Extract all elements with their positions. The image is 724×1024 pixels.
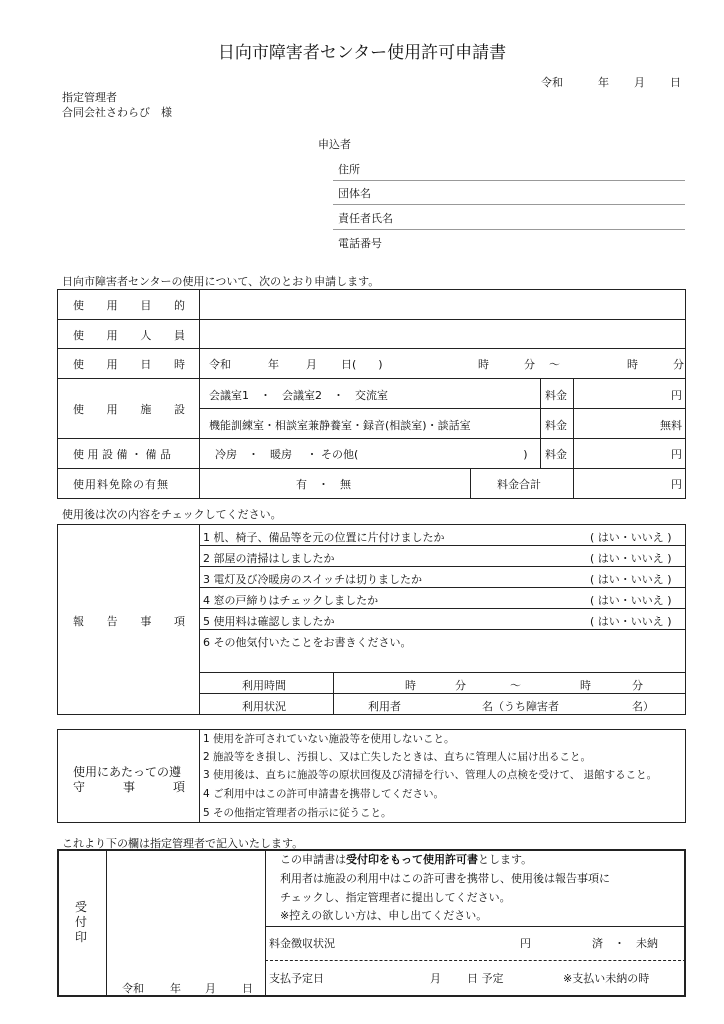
facility-row2[interactable]: 機能訓練室・相談室兼静養室・録音(相談室)・談話室 xyxy=(209,419,471,432)
rule-item: 5 その他指定管理者の指示に従うこと。 xyxy=(203,807,392,819)
dt-tilde: ～ xyxy=(549,358,560,371)
rule-item: 1 使用を許可されていない施設等を使用しないこと。 xyxy=(203,733,455,745)
label-facility: 使 用 施 設 xyxy=(73,403,185,416)
notice-line1: この申請書は受付印をもって使用許可書とします。 xyxy=(280,853,533,866)
answer-choice[interactable]: ( はい・いいえ ) xyxy=(590,552,672,565)
time-min: 分 xyxy=(632,679,643,692)
report-item: 4 窓の戸締りはチェックしましたか xyxy=(203,594,379,607)
dt-hour1: 時 xyxy=(478,358,489,371)
answer-choice[interactable]: ( はい・いいえ ) xyxy=(590,615,672,628)
dt-year: 年 xyxy=(268,358,279,371)
fee-value: 円 xyxy=(671,448,682,461)
rule-item: 4 ご利用中はこの許可申請書を携帯してください。 xyxy=(203,788,445,800)
answer-choice[interactable]: ( はい・いいえ ) xyxy=(590,594,672,607)
intro-text: 日向市障害者センターの使用について、次のとおり申請します。 xyxy=(62,275,380,288)
applicant-heading: 申込者 xyxy=(318,138,351,151)
time-hour: 時 xyxy=(405,679,416,692)
status-disabled: 名（うち障害者 xyxy=(482,700,559,713)
date-era: 令和 xyxy=(541,76,563,89)
fee-label: 料金 xyxy=(545,389,567,402)
total-value: 円 xyxy=(671,478,682,491)
label-people: 使 用 人 員 xyxy=(73,329,185,342)
fee-status-yen: 円 xyxy=(520,937,531,950)
label-purpose: 使 用 目 的 xyxy=(73,299,185,312)
time-tilde: ～ xyxy=(510,679,521,692)
pay-date-day: 日 予定 xyxy=(467,972,504,985)
rules-label: 使用にあたっての遵 xyxy=(73,765,182,779)
fee-status-paid[interactable]: 済 ・ 未納 xyxy=(592,937,658,950)
report-item: 3 電灯及び冷暖房のスイッチは切りましたか xyxy=(203,573,423,586)
notice-line3: チェックし、指定管理者に提出してください。 xyxy=(280,891,511,904)
rules-label2: 守 事 項 xyxy=(73,780,185,794)
rule-item: 2 施設等をき損し、汚損し、又は亡失したときは、直ちに管理人に届け出ること。 xyxy=(203,751,592,763)
field-phone[interactable]: 電話番号 xyxy=(338,237,382,250)
stamp-label: 受 付 印 xyxy=(75,900,88,944)
report-item6[interactable]: 6 その他気付いたことをお書きください。 xyxy=(203,636,412,649)
equipment-value[interactable]: 冷房 ・ 暖房 ・ その他( ) xyxy=(215,448,528,461)
dt-hour2: 時 xyxy=(627,358,638,371)
report-item: 1 机、椅子、備品等を元の位置に片付けましたか xyxy=(203,531,445,544)
stamp-month: 月 xyxy=(205,982,216,995)
dt-era: 令和 xyxy=(209,358,231,371)
fee-value: 無料 xyxy=(660,419,682,432)
time-label: 利用時間 xyxy=(242,679,286,692)
fee-label: 料金 xyxy=(545,448,567,461)
dt-min1: 分 xyxy=(524,358,535,371)
dt-day: 日( ) xyxy=(341,358,383,371)
answer-choice[interactable]: ( はい・いいえ ) xyxy=(590,573,672,586)
report-item: 2 部屋の清掃はしましたか xyxy=(203,552,335,565)
pay-date-month: 月 xyxy=(430,972,441,985)
label-datetime: 使 用 日 時 xyxy=(73,358,185,371)
date-year: 年 xyxy=(598,76,609,89)
status-close: 名） xyxy=(632,700,654,713)
field-responsible[interactable]: 責任者氏名 xyxy=(338,212,393,225)
check-intro: 使用後は次の内容をチェックしてください。 xyxy=(62,508,282,521)
pay-date-label: 支払予定日 xyxy=(269,972,324,985)
addressee-line1: 指定管理者 xyxy=(62,91,117,104)
rule-item: 3 使用後は、直ちに施設等の原状回復及び清掃を行い、管理人の点検を受けて、 退館すること。 xyxy=(203,769,658,781)
field-address[interactable]: 住所 xyxy=(338,163,360,176)
facility-row1[interactable]: 会議室1 ・ 会議室2 ・ 交流室 xyxy=(209,389,388,402)
dt-month: 月 xyxy=(306,358,317,371)
total-label: 料金合計 xyxy=(497,478,541,491)
answer-choice[interactable]: ( はい・いいえ ) xyxy=(590,531,672,544)
label-exemption: 使用料免除の有無 xyxy=(73,478,169,491)
report-item: 5 使用料は確認しましたか xyxy=(203,615,335,628)
status-users: 利用者 xyxy=(368,700,401,713)
dt-min2: 分 xyxy=(673,358,684,371)
fee-label: 料金 xyxy=(545,419,567,432)
time-min: 分 xyxy=(455,679,466,692)
stamp-year: 年 xyxy=(170,982,181,995)
addressee-line2: 合同会社さわらび 様 xyxy=(62,106,172,119)
notice-line2: 利用者は施設の利用中はこの許可書を携帯し、使用後は報告事項に xyxy=(280,872,610,885)
date-day: 日 xyxy=(670,76,681,89)
page-title: 日向市障害者センター使用許可申請書 xyxy=(217,43,507,63)
pay-date-note: ※支払い未納の時 xyxy=(563,972,650,985)
notice-line4: ※控えの欲しい方は、申し出てください。 xyxy=(280,909,488,922)
field-group[interactable]: 団体名 xyxy=(338,187,371,200)
stamp-era: 令和 xyxy=(122,982,144,995)
time-hour: 時 xyxy=(580,679,591,692)
date-month: 月 xyxy=(634,76,645,89)
exemption-value[interactable]: 有 ・ 無 xyxy=(296,478,351,491)
label-report: 報 告 事 項 xyxy=(73,615,185,628)
fee-value: 円 xyxy=(671,389,682,402)
fee-status-label: 料金徴収状況 xyxy=(269,937,335,950)
label-equipment: 使 用 設 備 ・ 備 品 xyxy=(73,448,171,461)
office-intro: これより下の欄は指定管理者で記入いたします。 xyxy=(62,837,304,850)
stamp-day: 日 xyxy=(242,982,253,995)
status-label: 利用状況 xyxy=(242,700,286,713)
